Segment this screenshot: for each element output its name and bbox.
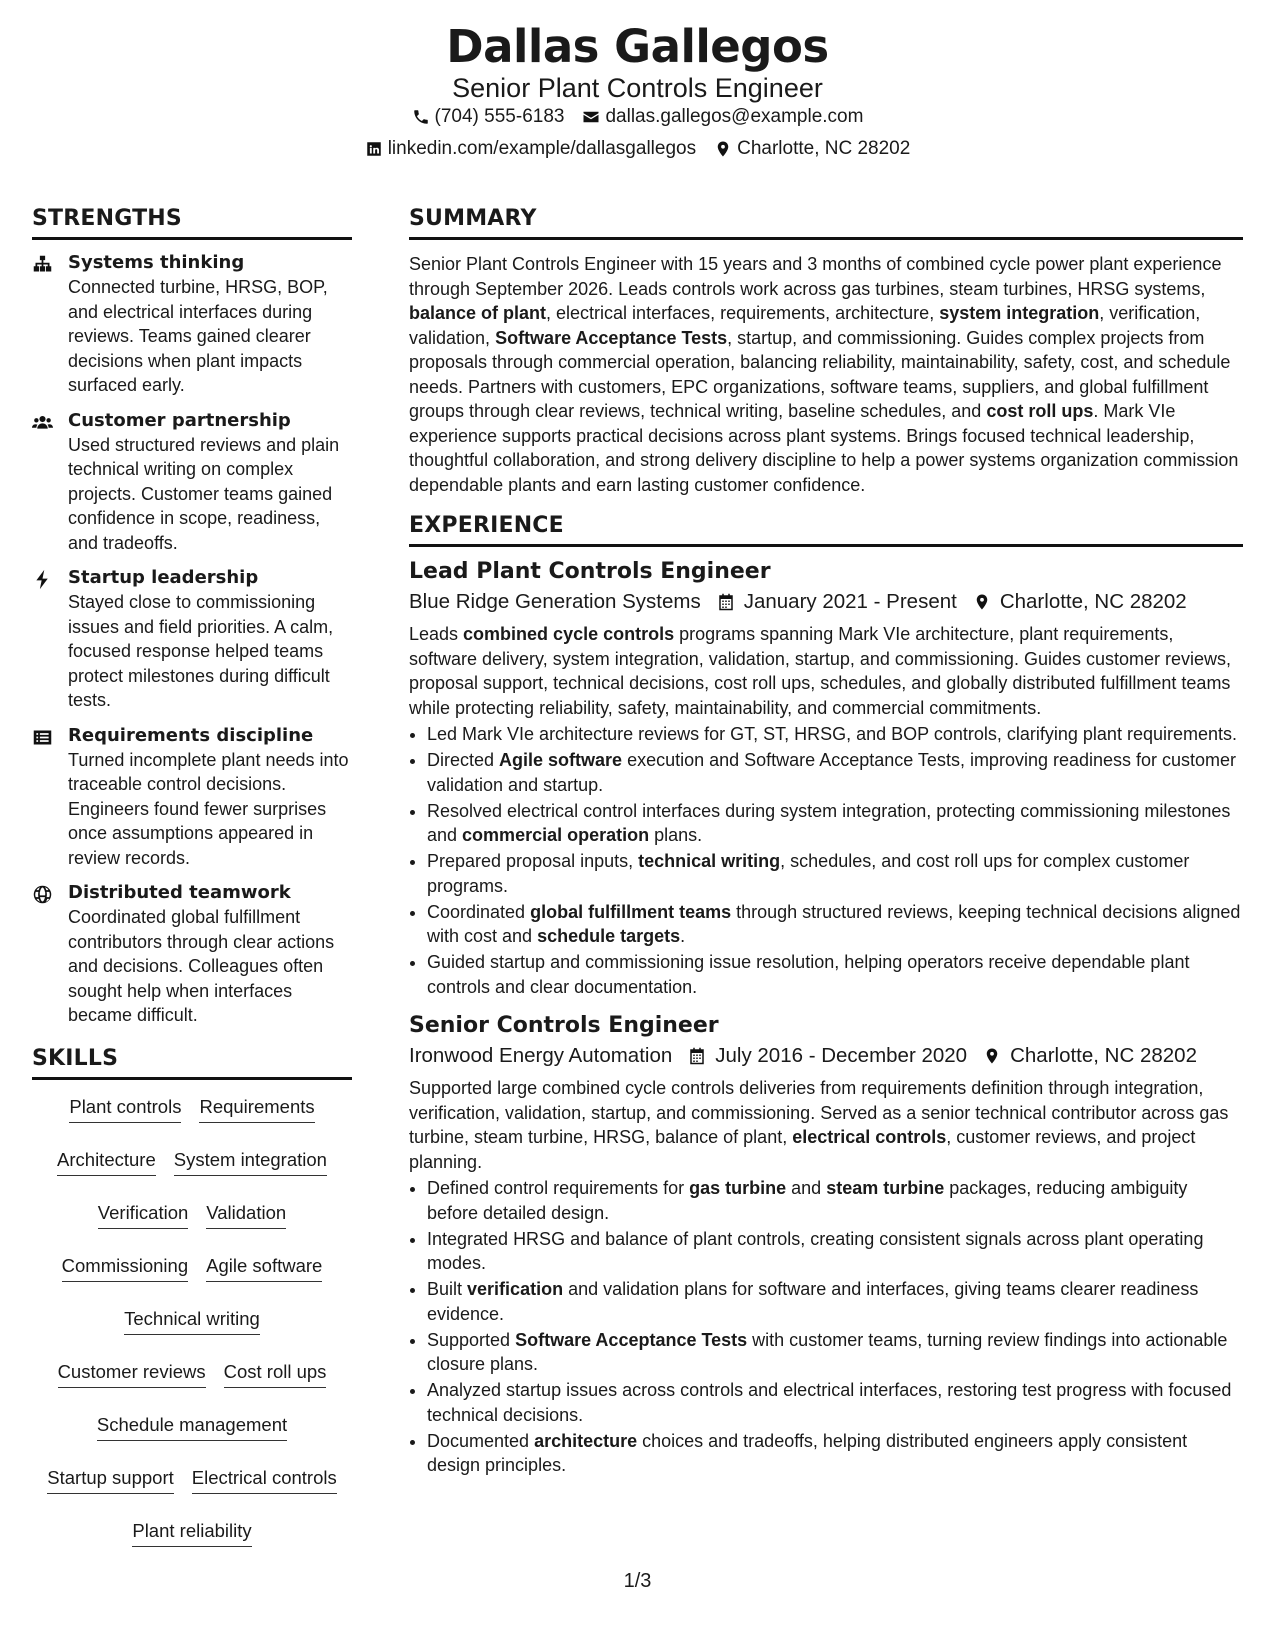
left-column (32, 206, 352, 1547)
envelope-icon (582, 108, 600, 126)
text-run: programs spanning Mark VIe architecture, plant requirements, software delivery, system integration, validation, startup, and commissioning. Guides customer reviews, proposal support, technical decisions, cost roll ups, schedules, and globally distributed fulfillment teams while protecting reliability, safety, maintainability, and commercial commitments. (409, 624, 1232, 718)
skill-tag: Electrical controls (192, 1467, 337, 1494)
strength-item (32, 725, 352, 871)
contact-row-1 (0, 106, 1275, 128)
text-run: Guided startup and commissioning issue resolution, helping operators receive dependable plant controls and clear documentation. (427, 952, 1190, 997)
text-run: through structured reviews, keeping technical decisions aligned with cost and (427, 901, 1241, 946)
text-run: Directed (427, 750, 500, 770)
bold-text: schedule targets (537, 926, 681, 946)
text-run: with customer teams, turning review findings into actionable closure plans. (427, 1329, 1228, 1374)
candidate-title: Senior Plant Controls Engineer (452, 73, 823, 103)
candidate-name: Dallas Gallegos (446, 20, 829, 73)
text-run: Analyzed startup issues across controls and electrical interfaces, restoring test progress with focused technical decisions. (427, 1380, 1232, 1425)
text-run: Led Mark VIe architecture reviews for GT, ST, HRSG, and BOP controls, clarifying plant requirements. (427, 724, 1237, 744)
linkedin-item[interactable] (365, 138, 696, 160)
map-marker-icon (714, 140, 732, 158)
bold-text: steam turbine (826, 1178, 945, 1198)
job-bullets (409, 1176, 1243, 1478)
job-bullet (427, 748, 1243, 797)
location-text: Charlotte, NC 28202 (737, 138, 911, 159)
bolt-icon (32, 569, 53, 590)
skill-tag: Plant controls (69, 1096, 181, 1123)
strength-desc: Turned incomplete plant needs into traceable control decisions. Engineers found fewer surprises once assumptions appeared in review records. (68, 749, 349, 868)
skill-tag: Customer reviews (58, 1361, 206, 1388)
job-bullet (427, 1328, 1243, 1377)
job-meta (409, 590, 1243, 614)
text-run: Built (427, 1279, 468, 1299)
phone-text: (704) 555-6183 (434, 106, 565, 127)
text-run: , electrical interfaces, requirements, architecture, (546, 303, 940, 323)
bold-text: cost roll ups (986, 401, 1094, 421)
strength-title: Distributed teamwork (68, 882, 291, 903)
job-bullet (427, 1176, 1243, 1225)
skill-tag: Technical writing (124, 1308, 260, 1335)
bold-text: architecture (534, 1430, 638, 1451)
bold-text: verification (467, 1279, 564, 1299)
bold-text: global fulfillment teams (530, 901, 732, 922)
list-alt-icon (32, 727, 53, 748)
globe-icon (32, 884, 53, 905)
summary-heading: SUMMARY (409, 206, 1243, 240)
skill-tag: Plant reliability (132, 1520, 251, 1547)
job-company: Blue Ridge Generation Systems (409, 590, 701, 613)
text-run: , schedules, and cost roll ups for complex customer programs. (427, 851, 1190, 896)
text-run: packages, reducing ambiguity before detailed design. (427, 1178, 1188, 1223)
text-run: . Mark VIe experience supports practical decisions across plant systems. Brings focused technical leadership, thoughtful collaboration, and strong delivery discipline to help a power systems organization commission dependable plants and earn lasting customer confidence. (409, 401, 1239, 495)
bold-text: electrical controls (792, 1127, 947, 1147)
job-location: Charlotte, NC 28202 (1010, 1044, 1197, 1067)
bold-text: gas turbine (689, 1178, 787, 1198)
text-run: Resolved electrical control interfaces during system integration, protecting commissioning milestones and (427, 800, 1231, 845)
strength-title: Startup leadership (68, 567, 259, 588)
job-bullet (427, 950, 1243, 999)
bold-text: system integration (939, 303, 1100, 323)
skill-tag: Validation (206, 1202, 286, 1229)
text-run: Senior Plant Controls Engineer with 15 years and 3 months of combined cycle power plant experience through September 2026. Leads controls work across gas turbines, steam turbines, HRSG systems, (409, 254, 1222, 299)
job-bullet (427, 799, 1243, 848)
skills-heading: SKILLS (32, 1046, 352, 1080)
experience-heading: EXPERIENCE (409, 513, 1243, 547)
job-location: Charlotte, NC 28202 (999, 590, 1187, 613)
job-bullet (427, 1227, 1243, 1276)
text-run: Coordinated (427, 901, 531, 922)
job-bullets (409, 722, 1243, 999)
strength-desc: Connected turbine, HRSG, BOP, and electrical interfaces during reviews. Teams gained clearer decisions when plant impacts surfaced early. (68, 277, 328, 395)
linkedin-text[interactable]: linkedin.com/example/dallasgallegos (387, 138, 697, 159)
job-bullet (427, 1277, 1243, 1326)
right-column (409, 206, 1243, 1492)
text-run: choices and tradeoffs, helping distributed engineers apply consistent design principles. (427, 1430, 1188, 1475)
text-run: and (786, 1178, 827, 1198)
job-location-item (973, 590, 1187, 614)
email-item[interactable] (582, 106, 863, 128)
phone-icon (412, 108, 430, 126)
map-marker-icon (983, 1047, 1001, 1065)
contact-row-2 (0, 138, 1275, 160)
skill-tag: Verification (98, 1202, 189, 1229)
text-run: Leads (409, 624, 464, 644)
job-dates-item (717, 590, 957, 614)
job-entry (409, 559, 1243, 999)
skill-tag: Cost roll ups (224, 1361, 327, 1388)
job-title: Senior Controls Engineer (409, 1013, 719, 1038)
job-bullet (427, 900, 1243, 949)
skill-tag: Agile software (206, 1255, 322, 1282)
sitemap-icon (32, 254, 53, 275)
text-run: Supported (427, 1329, 516, 1350)
text-run: , verification, validation, (409, 303, 1201, 348)
job-company: Ironwood Energy Automation (409, 1044, 673, 1067)
page-number: 1/3 (623, 1570, 652, 1592)
strength-desc: Coordinated global fulfillment contributors through clear actions and decisions. Colleagues often sought help when interfaces became difficult. (68, 907, 335, 1025)
job-description (409, 1076, 1243, 1174)
skill-tag: Commissioning (62, 1255, 188, 1282)
strength-title: Systems thinking (68, 252, 245, 273)
strengths-list (32, 252, 352, 1028)
bold-text: Software Acceptance Tests (495, 327, 728, 348)
job-entry (409, 1013, 1243, 1478)
skill-tag: Schedule management (97, 1414, 287, 1441)
bold-text: commercial operation (462, 825, 650, 845)
location-item (714, 138, 910, 160)
strength-item (32, 882, 352, 1028)
text-run: Integrated HRSG and balance of plant controls, creating consistent signals across plant operating modes. (427, 1228, 1204, 1273)
strength-item (32, 252, 352, 398)
bold-text: balance of plant (409, 303, 547, 323)
bold-text: technical writing (638, 851, 781, 871)
job-dates: July 2016 - December 2020 (715, 1044, 968, 1067)
email-text[interactable]: dallas.gallegos@example.com (605, 106, 864, 127)
map-marker-icon (973, 593, 991, 611)
skill-tag: System integration (174, 1149, 327, 1176)
strength-title: Customer partnership (68, 409, 291, 431)
phone-item (412, 106, 565, 128)
skill-tag: Architecture (57, 1149, 156, 1176)
text-run: Supported large combined cycle controls deliveries from requirements definition through integration, verification, validation, startup, and commissioning. Served as a senior technical contributor across gas turbine, steam turbine, HRSG, balance of plant, (409, 1078, 1229, 1147)
text-run: execution and Software Acceptance Tests, improving readiness for customer validation and startup. (427, 750, 1237, 795)
text-run: and validation plans for software and interfaces, giving teams clearer readiness evidence. (427, 1279, 1199, 1324)
calendar-icon (688, 1047, 706, 1065)
strength-item (32, 410, 352, 556)
text-run: , startup, and commissioning. Guides complex projects from proposals through commercial operation, balancing reliability, maintainability, safety, cost, and schedule needs. Partners with customers, EPC organizations, software teams, suppliers, and global fulfillment groups through clear reviews, technical writing, baseline schedules, and (409, 327, 1231, 421)
job-dates-item (688, 1044, 967, 1068)
bold-text: Software Acceptance Tests (515, 1329, 748, 1350)
strength-desc: Stayed close to commissioning issues and field priorities. A calm, focused response helped teams protect milestones during difficult tests. (68, 592, 334, 710)
text-run: Prepared proposal inputs, (427, 851, 639, 871)
text-run: Defined control requirements for (427, 1178, 690, 1198)
job-dates: January 2021 - Present (743, 590, 957, 613)
linkedin-icon (365, 140, 383, 158)
users-icon (32, 412, 53, 433)
bold-text: combined cycle controls (463, 624, 675, 644)
job-meta (409, 1044, 1243, 1068)
text-run: . (680, 926, 686, 946)
bold-text: Agile software (499, 750, 623, 770)
text-run: Documented (427, 1430, 535, 1451)
strength-item (32, 567, 352, 713)
skill-tag: Startup support (47, 1467, 174, 1494)
skill-tag: Requirements (199, 1096, 314, 1123)
job-bullet (427, 1429, 1243, 1478)
summary-text (409, 252, 1243, 497)
text-run: , customer reviews, and project planning. (409, 1127, 1196, 1172)
job-bullet (427, 849, 1243, 898)
job-description (409, 622, 1243, 720)
text-run: plans. (649, 825, 703, 845)
job-bullet (427, 722, 1243, 747)
strength-title: Requirements discipline (68, 724, 314, 746)
strength-desc: Used structured reviews and plain technical writing on complex projects. Customer teams gained confidence in scope, readiness, and tradeoffs. (68, 434, 340, 553)
strengths-heading: STRENGTHS (32, 206, 352, 240)
job-location-item (983, 1044, 1197, 1068)
job-title: Lead Plant Controls Engineer (409, 559, 771, 584)
skills-list (32, 1092, 352, 1547)
calendar-icon (717, 593, 735, 611)
job-bullet (427, 1378, 1243, 1427)
